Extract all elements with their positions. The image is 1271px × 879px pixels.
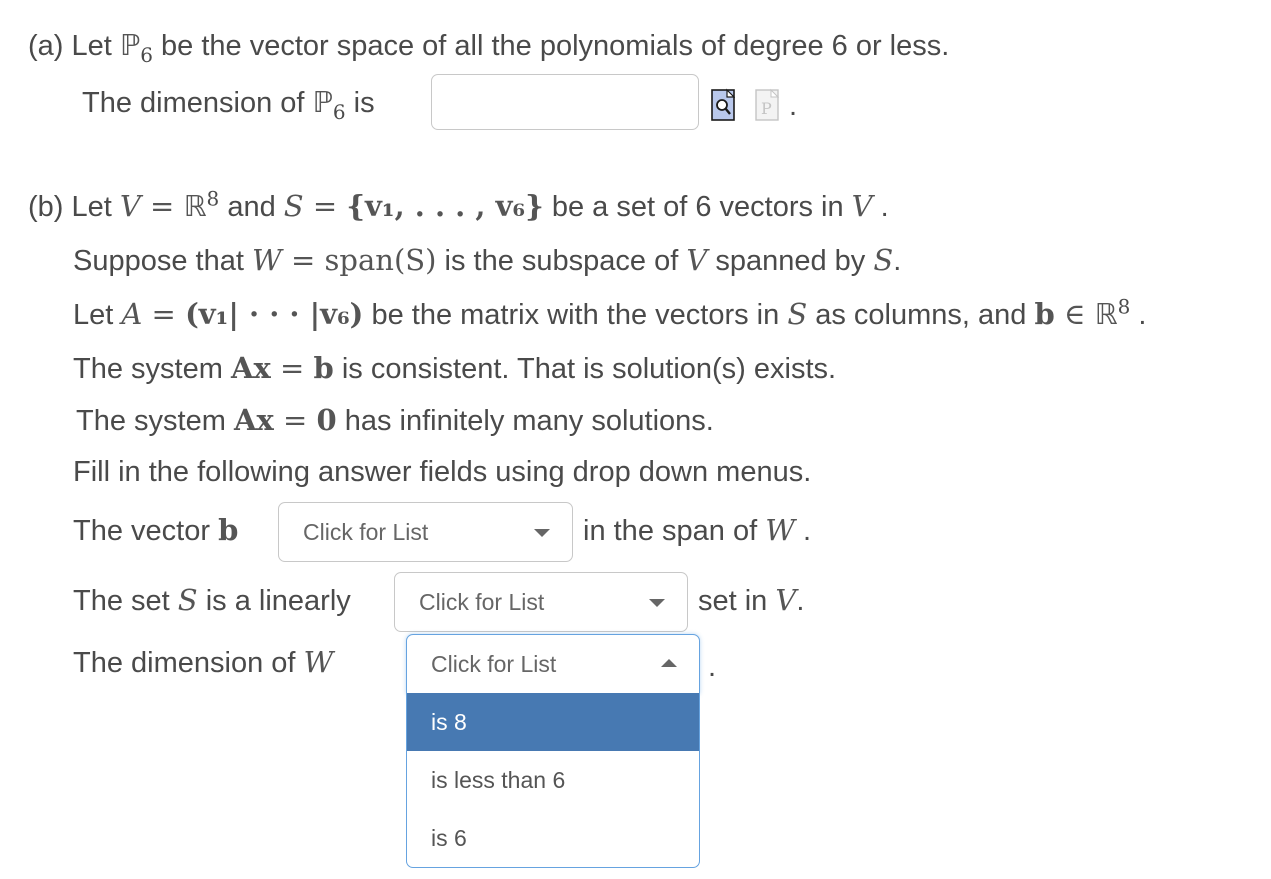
suppose-mid2: spanned by bbox=[707, 245, 874, 277]
equals: = bbox=[270, 351, 314, 385]
var-b: b bbox=[1034, 297, 1055, 331]
system1-suffix: is consistent. That is solution(s) exists. bbox=[333, 353, 837, 385]
Ax-expression: Ax bbox=[233, 403, 274, 437]
and-text: and bbox=[219, 191, 284, 223]
part-a-dimension-prompt bbox=[82, 85, 375, 124]
intro-suffix: be a set of 6 vectors in bbox=[543, 191, 852, 223]
part-b-matrix bbox=[73, 294, 1147, 332]
pdf-icon[interactable] bbox=[755, 88, 781, 122]
var-S: S bbox=[177, 583, 198, 617]
space-subscript: 6 bbox=[332, 99, 346, 124]
space-subscript: 6 bbox=[140, 42, 153, 67]
q1-suffix: in the span of W . bbox=[583, 513, 812, 547]
preview-icon[interactable] bbox=[711, 88, 735, 122]
dimension-dropdown-menu bbox=[406, 693, 700, 868]
dropdown-placeholder: Click for List bbox=[419, 589, 545, 615]
let-mid: be the matrix with the vectors in bbox=[363, 299, 788, 331]
system-text: The system bbox=[73, 353, 231, 385]
let-text: Let bbox=[73, 299, 122, 331]
var-V: V bbox=[775, 583, 797, 617]
dimension-prompt-is: is bbox=[345, 87, 375, 119]
space-symbol: ℙ bbox=[119, 28, 141, 62]
reals-symbol: ℝ bbox=[1094, 297, 1118, 331]
dropdown-option-is-6[interactable]: is 6 bbox=[431, 825, 467, 851]
part-b-suppose bbox=[73, 243, 901, 278]
reals-symbol: ℝ bbox=[183, 189, 207, 223]
part-b-system-homogeneous bbox=[76, 403, 714, 438]
equals: = bbox=[140, 189, 184, 223]
span-expression: span(S) bbox=[324, 243, 437, 277]
suppose-mid: is the subspace of bbox=[436, 245, 687, 277]
equals: = bbox=[281, 243, 325, 277]
dropdown-option-is-8[interactable]: is 8 bbox=[407, 693, 699, 751]
q1-prefix: The vector b bbox=[73, 513, 239, 547]
dropdown-placeholder: Click for List bbox=[303, 519, 429, 545]
fill-instruction: Fill in the following answer fields using drop down menus. bbox=[73, 456, 812, 488]
intro-end: . bbox=[872, 191, 889, 223]
var-b: b bbox=[313, 351, 334, 385]
vector-set: {v₁, . . . , v₆} bbox=[346, 189, 544, 223]
system-text: The system bbox=[76, 405, 234, 437]
part-a-label: (a) Let bbox=[28, 30, 120, 62]
space-symbol: ℙ bbox=[312, 85, 333, 119]
var-S: S bbox=[283, 189, 304, 223]
zero-vector: 0 bbox=[316, 403, 337, 437]
var-W: W bbox=[765, 513, 795, 547]
part-a-period: . bbox=[789, 90, 798, 122]
Ax-expression: Ax bbox=[230, 351, 271, 385]
svg-text:P: P bbox=[761, 99, 772, 118]
var-A: A bbox=[121, 297, 143, 331]
part-a-description: be the vector space of all the polynomials of degree 6 or less. bbox=[152, 30, 950, 62]
q2-prefix: The set S is a linearly bbox=[73, 583, 351, 617]
equals: = bbox=[303, 189, 347, 223]
var-W: W bbox=[251, 243, 282, 277]
equals: = bbox=[142, 297, 186, 331]
var-S: S bbox=[787, 297, 808, 331]
part-b-intro bbox=[28, 186, 889, 224]
part-b-system-consistent bbox=[73, 351, 836, 386]
part-b-label: (b) Let bbox=[28, 191, 120, 223]
linear-independence-dropdown[interactable] bbox=[394, 572, 688, 632]
span-membership-dropdown[interactable] bbox=[278, 502, 573, 562]
var-b: b bbox=[218, 513, 239, 547]
equals: = bbox=[273, 403, 317, 437]
let-end: . bbox=[1130, 299, 1147, 331]
caret-down-icon bbox=[649, 599, 665, 607]
reals-dim: 8 bbox=[206, 186, 220, 211]
dimension-prompt-text: The dimension of bbox=[82, 87, 313, 119]
dropdown-placeholder: Click for List bbox=[431, 651, 557, 677]
q3-period: . bbox=[708, 651, 717, 683]
caret-down-icon bbox=[534, 529, 550, 537]
suppose-end: . bbox=[893, 245, 902, 277]
dropdown-option-less-than-6[interactable]: is less than 6 bbox=[431, 767, 566, 793]
caret-up-icon bbox=[661, 659, 677, 667]
reals-dim: 8 bbox=[1117, 294, 1131, 319]
suppose-text: Suppose that bbox=[73, 245, 252, 277]
dimension-dropdown[interactable] bbox=[406, 634, 700, 694]
var-V: V bbox=[851, 189, 873, 223]
element-of: ∈ bbox=[1054, 297, 1095, 331]
system2-suffix: has infinitely many solutions. bbox=[336, 405, 714, 437]
matrix-expression: (v₁| · · · |v₆) bbox=[185, 297, 364, 331]
dimension-answer-input[interactable] bbox=[431, 74, 699, 130]
part-a-question bbox=[28, 28, 950, 67]
var-V: V bbox=[686, 243, 708, 277]
q3-prefix: The dimension of W bbox=[73, 645, 334, 679]
q2-suffix: set in V. bbox=[698, 583, 805, 617]
var-S: S bbox=[873, 243, 894, 277]
let-mid2: as columns, and bbox=[807, 299, 1035, 331]
var-V: V bbox=[119, 189, 141, 223]
var-W: W bbox=[303, 645, 334, 679]
